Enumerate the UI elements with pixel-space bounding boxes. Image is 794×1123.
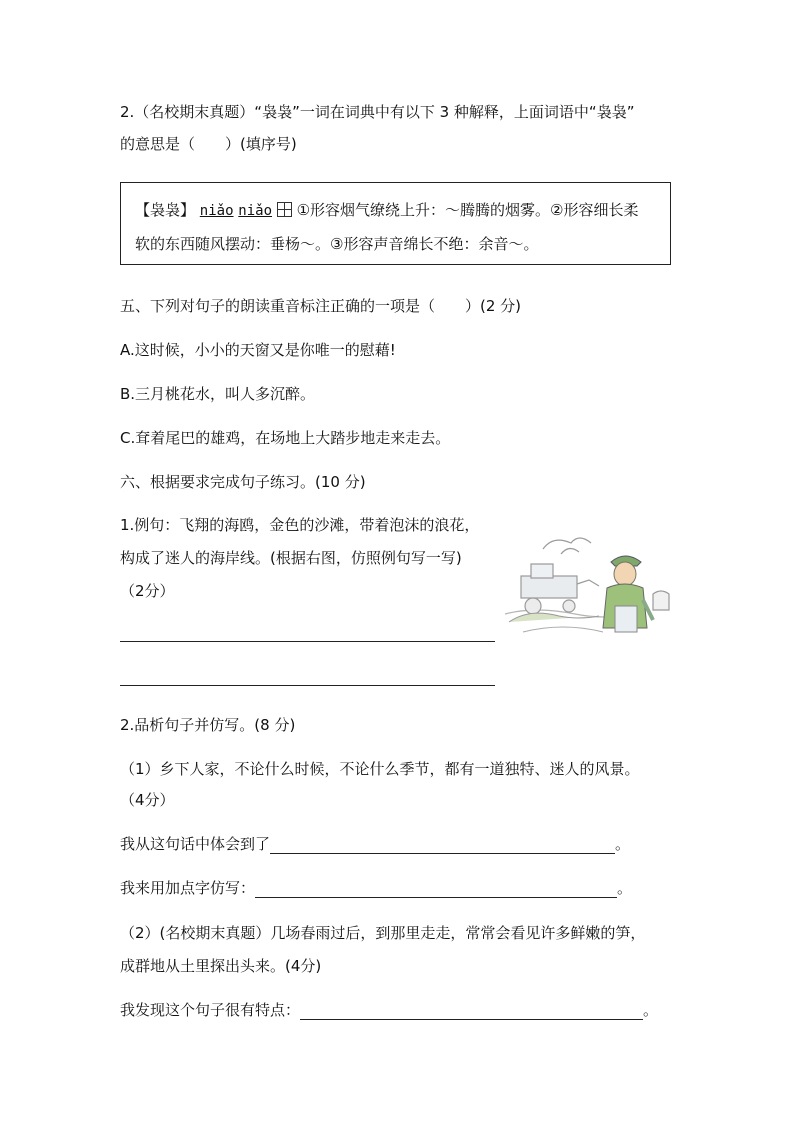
sec6-q1-line2: 构成了迷人的海岸线。(根据右图，仿照例句写一写): [120, 549, 462, 567]
sec6-q2-2-line1: （2）(名校期末真题）几场春雨过后，到那里走走，常常会看见许多鲜嫩的笋，: [120, 924, 646, 942]
q2-text-line2: 的意思是（ ）(填序号): [120, 135, 297, 153]
fill-row-1: [120, 834, 630, 854]
fill2-blank[interactable]: [255, 881, 617, 898]
sec6-q2-1-line2: （4分）: [120, 791, 175, 809]
sec6-q1-line1: 1.例句：飞翔的海鸥，金色的沙滩，带着泡沫的浪花，: [120, 516, 480, 534]
answer-line-2[interactable]: [120, 685, 495, 686]
fill1-blank[interactable]: [270, 837, 615, 854]
sec6-title: 六、根据要求完成句子练习。(10 分): [120, 473, 366, 491]
fill2-end: 。: [617, 879, 633, 897]
fill-row-3: [120, 1000, 658, 1020]
dict-pinyin2: niǎo: [238, 203, 273, 219]
fill3-end: 。: [643, 1001, 659, 1019]
dict-def-line1: ①形容烟气缭绕上升：～腾腾的烟雾。②形容细长柔: [296, 201, 639, 219]
dict-def-line2: 软的东西随风摆动：垂杨～。③形容声音绵长不绝：余音～。: [135, 235, 539, 253]
q2-text-line1: 2.（名校期末真题）“袅袅”一词在词典中有以下 3 种解释，上面词语中“袅袅”: [120, 103, 635, 121]
fill1-end: 。: [615, 835, 631, 853]
dict-line1: [135, 200, 638, 221]
dict-pinyin1: niǎo: [199, 203, 234, 219]
writing-grid-icon: [277, 202, 292, 217]
sec6-q2-title: 2.品析句子并仿写。(8 分): [120, 716, 296, 734]
sec6-q2-2-line2: 成群地从土里探出头来。(4分): [120, 957, 322, 975]
sec5-option-c: C.耷着尾巴的雄鸡，在场地上大踏步地走来走去。: [120, 429, 451, 447]
fill1-label: 我从这句话中体会到了: [120, 835, 271, 853]
sec6-q2-1-line1: （1）乡下人家，不论什么时候，不论什么季节，都有一道独特、迷人的风景。: [120, 760, 640, 778]
sec6-q1-line3: （2分）: [120, 582, 175, 600]
fill2-label: 我来用加点字仿写：: [120, 879, 256, 897]
dictionary-entry-box: [120, 182, 671, 265]
fill-row-2: [120, 878, 632, 898]
fill3-blank[interactable]: [300, 1003, 643, 1020]
answer-line-1[interactable]: [120, 641, 495, 642]
sec5-title: 五、下列对句子的朗读重音标注正确的一项是（ ）(2 分): [120, 297, 522, 315]
sec5-option-b: B.三月桃花水，叫人多沉醉。: [120, 385, 316, 403]
fill3-label: 我发现这个句子很有特点：: [120, 1001, 301, 1019]
sec5-option-a: A.这时候，小小的天窗又是你唯一的慰藉!: [120, 341, 396, 359]
dict-headword: 【袅袅】: [135, 201, 196, 219]
farmer-tractor-illustration: [503, 514, 675, 644]
